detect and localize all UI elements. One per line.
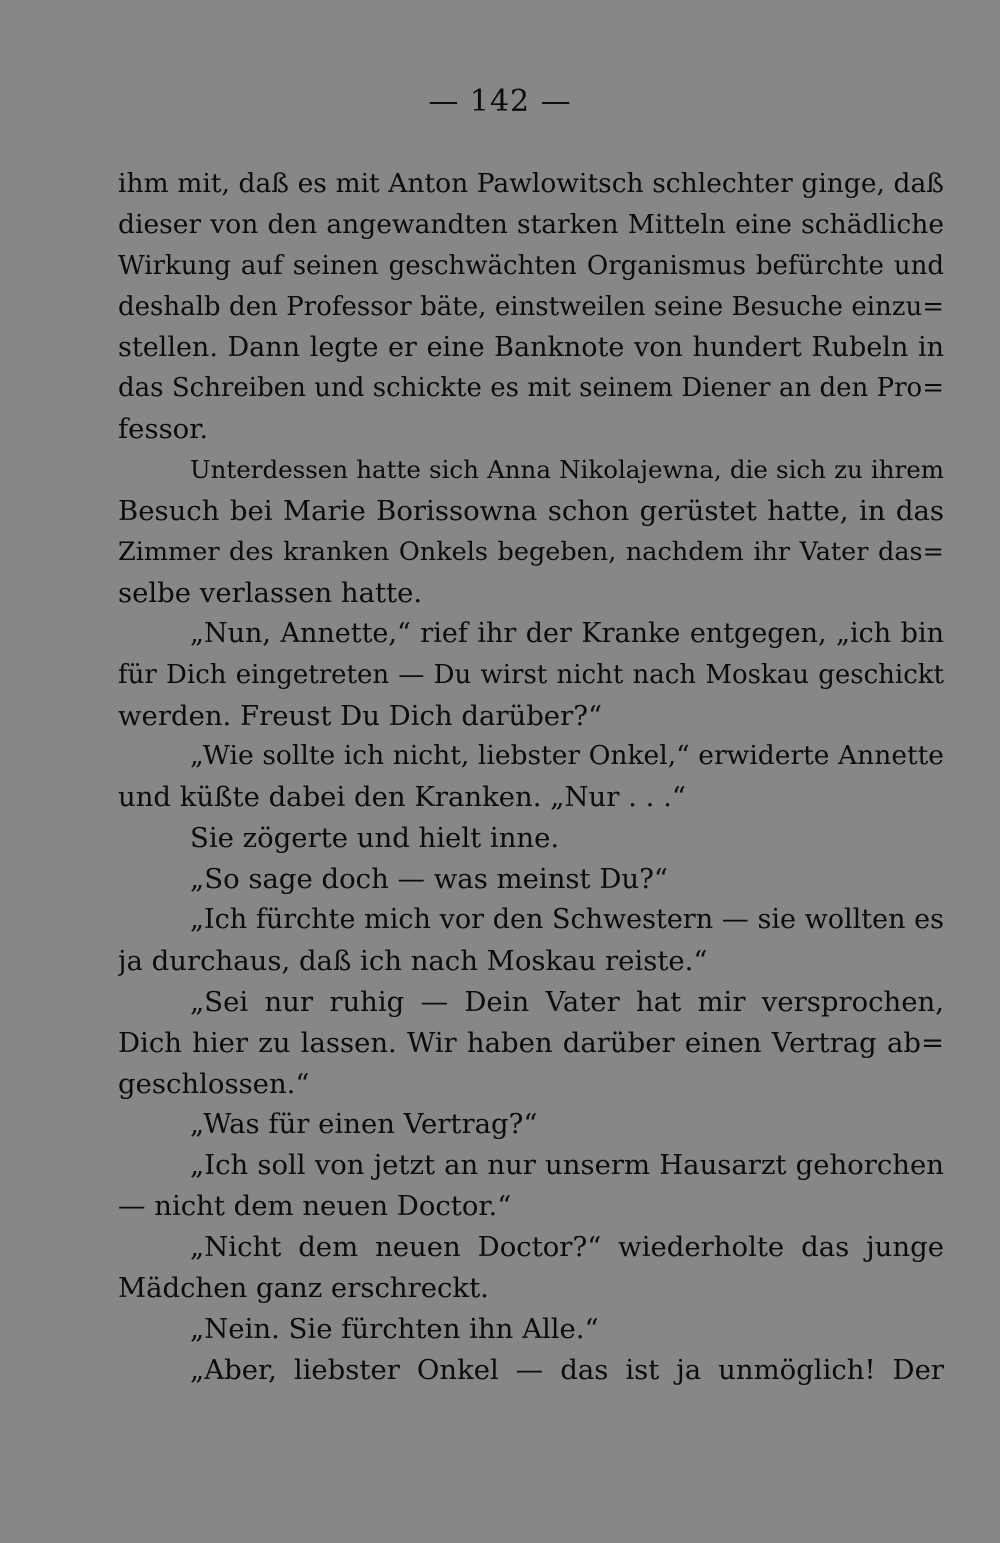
page-number: — 142 —	[428, 84, 572, 119]
text-line: Dich hier zu lassen. Wir haben darüber einen Vertrag ab=	[118, 1026, 944, 1059]
text-line: — nicht dem neuen Doctor.“	[118, 1190, 512, 1223]
text-line: „Aber, liebster Onkel — das ist ja unmöglich! Der	[190, 1353, 944, 1386]
text-line: „Nun, Annette,“ rief ihr der Kranke entgegen, „ich bin	[190, 617, 944, 649]
text-line: selbe verlassen hatte.	[118, 576, 423, 609]
text-line: „Nein. Sie fürchten ihn Alle.“	[190, 1312, 599, 1345]
text-line: Mädchen ganz erschreckt.	[118, 1272, 489, 1305]
body-text	[118, 164, 944, 1391]
text-line: „Nicht dem neuen Doctor?“ wiederholte das junge	[190, 1231, 944, 1264]
text-line: Besuch bei Marie Borissowna schon gerüstet hatte, in das	[118, 495, 944, 528]
text-line: werden. Freust Du Dich darüber?“	[118, 699, 603, 732]
text-line: und küßte dabei den Kranken. „Nur . . .“	[118, 781, 686, 814]
text-line: ihm mit, daß es mit Anton Pawlowitsch schlechter ginge, daß	[118, 168, 944, 199]
text-line: Wirkung auf seinen geschwächten Organismus befürchte und	[118, 250, 944, 281]
text-line: Sie zögerte und hielt inne.	[190, 822, 560, 855]
text-line: „Sei nur ruhig — Dein Vater hat mir versprochen,	[190, 985, 944, 1018]
text-line: fessor.	[118, 413, 209, 446]
text-line: „Was für einen Vertrag?“	[190, 1108, 538, 1141]
text-line: ja durchaus, daß ich nach Moskau reiste.“	[118, 944, 708, 977]
text-line: „Ich soll von jetzt an nur unserm Hausarzt gehorchen	[190, 1149, 944, 1182]
text-line: für Dich eingetreten — Du wirst nicht nach Moskau geschickt	[118, 659, 944, 690]
text-line: „Ich fürchte mich vor den Schwestern — sie wollten es	[190, 904, 944, 936]
text-line: Unterdessen hatte sich Anna Nikolajewna, die sich zu ihrem	[190, 455, 944, 485]
text-line: Zimmer des kranken Onkels begeben, nachdem ihr Vater das=	[118, 537, 944, 568]
text-line: stellen. Dann legte er eine Banknote von hundert Rubeln in	[118, 331, 944, 363]
text-line: „Wie sollte ich nicht, liebster Onkel,“ erwiderte Annette	[190, 740, 944, 772]
text-line: geschlossen.“	[118, 1067, 310, 1100]
text-line: das Schreiben und schickte es mit seinem Diener an den Pro=	[118, 373, 944, 404]
text-line: dieser von den angewandten starken Mitteln eine schädliche	[118, 208, 944, 240]
text-line: „So sage doch — was meinst Du?“	[190, 863, 668, 896]
text-line: deshalb den Professor bäte, einstweilen seine Besuche einzu=	[118, 291, 944, 322]
